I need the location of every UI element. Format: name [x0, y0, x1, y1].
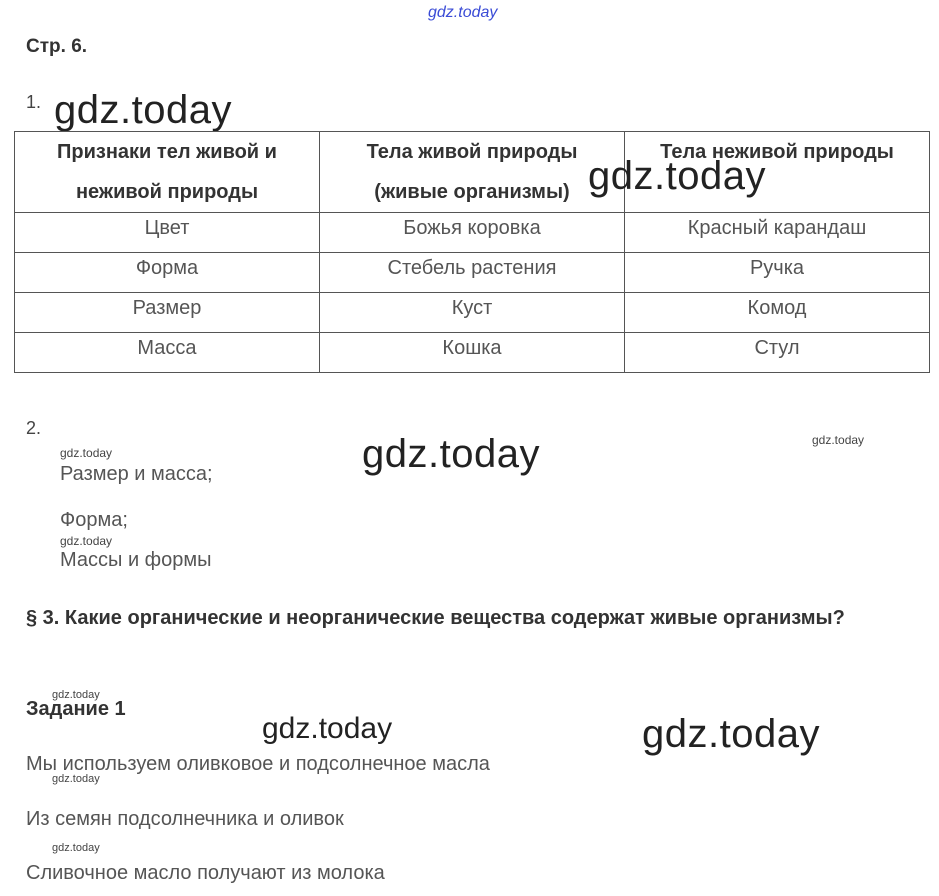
watermark-large-3: gdz.today	[362, 432, 540, 476]
table-cell: Божья коровка	[320, 213, 625, 253]
table-cell: Размер	[15, 293, 320, 333]
task2-answer: Массы и формы	[60, 549, 212, 571]
table-cell: Комод	[625, 293, 930, 333]
watermark-small: gdz.today	[60, 534, 113, 548]
table-cell: Куст	[320, 293, 625, 333]
watermark-small: gdz.today	[812, 433, 865, 447]
task2-answer: Форма;	[60, 509, 128, 531]
watermark-top: gdz.today	[428, 4, 498, 21]
watermark-small: gdz.today	[52, 773, 100, 785]
page-label: Стр. 6.	[26, 36, 88, 57]
table-header-row	[15, 132, 930, 213]
table-cell: Форма	[15, 253, 320, 293]
table-row	[15, 293, 930, 333]
assignment-answer: Мы используем оливковое и подсолнечное масла	[26, 753, 490, 775]
task2-answer: Размер и масса;	[60, 463, 213, 485]
assignment-answer: Из семян подсолнечника и оливок	[26, 808, 344, 830]
table-cell: Кошка	[320, 333, 625, 373]
assignment-title: Задание 1	[26, 698, 126, 720]
table-row	[15, 333, 930, 373]
header-line: Признаки тел живой и	[57, 141, 277, 163]
table-cell: Стебель растения	[320, 253, 625, 293]
table-cell: Красный карандаш	[625, 213, 930, 253]
watermark-small: gdz.today	[52, 842, 100, 854]
assignment-answer: Сливочное масло получают из молока	[26, 862, 385, 884]
table-cell: Стул	[625, 333, 930, 373]
table-cell: Цвет	[15, 213, 320, 253]
table-cell: Масса	[15, 333, 320, 373]
signs-table	[14, 131, 930, 373]
header-line: неживой природы	[75, 181, 259, 203]
header-line: (живые организмы)	[374, 181, 570, 203]
watermark-large-2: gdz.today	[588, 154, 766, 198]
header-line: Тела живой природы	[366, 141, 578, 163]
task2-number: 2.	[26, 418, 42, 438]
watermark-small: gdz.today	[60, 446, 113, 460]
header-line: Тела неживой природы	[660, 141, 894, 163]
table-header-cell	[15, 132, 320, 213]
watermark-medium: gdz.today	[262, 712, 393, 745]
watermark-large-1: gdz.today	[54, 88, 232, 132]
task1-number: 1.	[26, 92, 42, 112]
table-row	[15, 213, 930, 253]
watermark-large-4: gdz.today	[642, 712, 820, 756]
section-heading: § 3. Какие органические и неорганические вещества содержат живые организмы?	[26, 607, 845, 629]
table-row	[15, 253, 930, 293]
watermark-small: gdz.today	[52, 689, 100, 701]
table-cell: Ручка	[625, 253, 930, 293]
table-header-cell	[320, 132, 625, 213]
